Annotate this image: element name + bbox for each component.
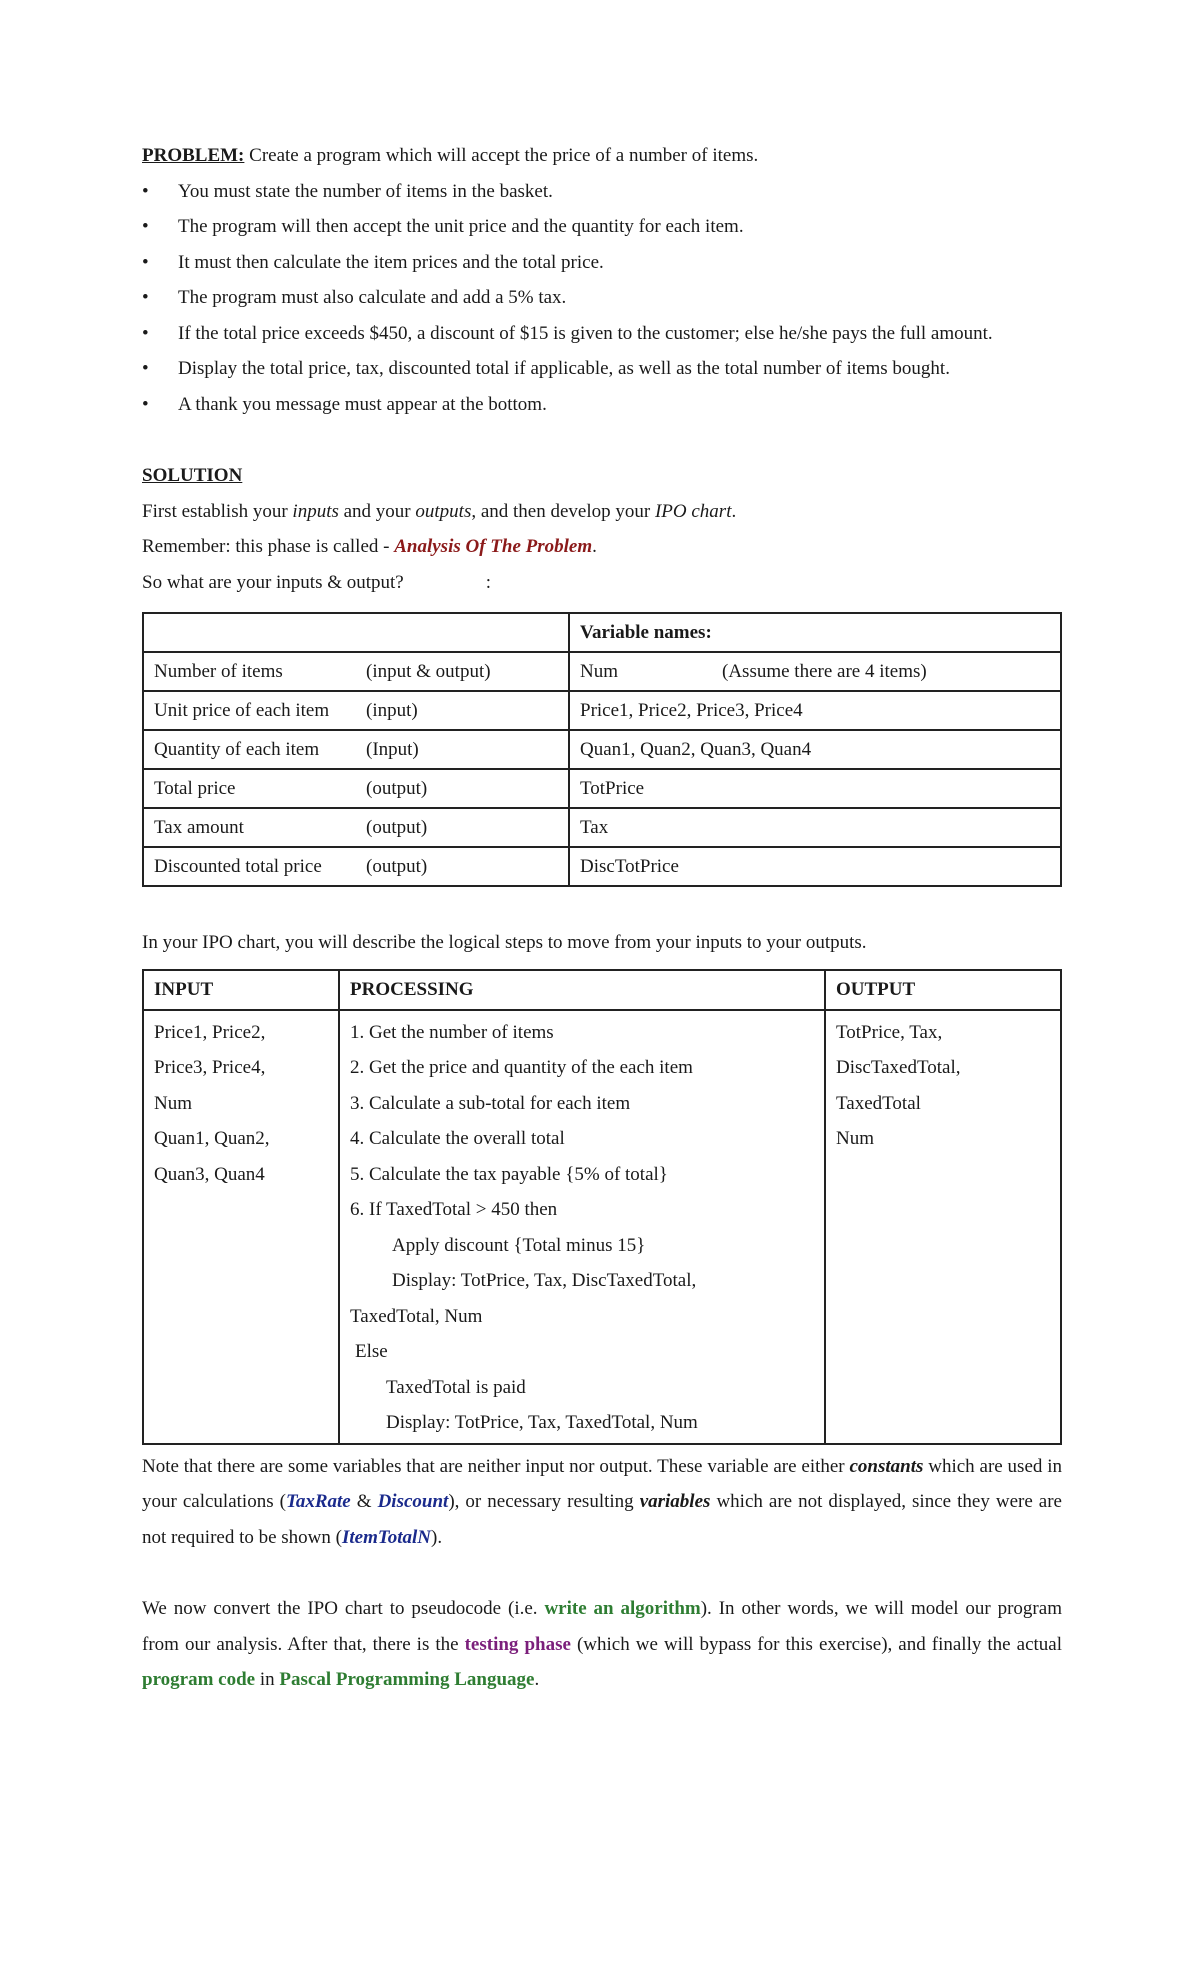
list-item: • Display the total price, tax, discounted total if applicable, as well as the total number of items bought. (142, 351, 1062, 387)
variables-table (142, 612, 1062, 887)
list-item: • You must state the number of items in the basket. (142, 174, 1062, 210)
table-row: Unit price of each item (input) Price1, Price2, Price3, Price4 (143, 691, 1061, 730)
bullet-icon: • (142, 216, 149, 237)
ipo-header-processing: PROCESSING (339, 970, 825, 1010)
ipo-processing-cell: 1. Get the number of items 2. Get the price and quantity of the each item 3. Calculate a sub-total for each item 4. Calculate the overall total 5. Calculate the tax payable {5% of total} 6. If TaxedTotal > 450 then Apply discount {Total minus 15} Display: TotPrice, Tax, DiscTaxedTotal, TaxedTotal, Num Else TaxedTotal is paid Display: TotPrice, Tax, TaxedTotal, Num (339, 1010, 825, 1444)
table-header-row (143, 970, 1061, 1010)
bullet-icon: • (142, 393, 149, 415)
ipo-header-input: INPUT (143, 970, 339, 1010)
note-paragraph: Note that there are some variables that are neither input nor output. These variable are either constants which are used in your calculations (TaxRate & Discount), or necessary resulting variables which are not displayed, since they were are not required to be shown (ItemTotalN). (142, 1455, 1062, 1548)
solution-line-3: So what are your inputs & output? : (142, 571, 492, 593)
analysis-phase-name: Analysis Of The Problem (394, 536, 593, 557)
solution-line-2: Remember: this phase is called - Analysis Of The Problem. (142, 536, 597, 557)
ipo-intro: In your IPO chart, you will describe the logical steps to move from your inputs to your outputs. (142, 932, 867, 953)
list-item: • A thank you message must appear at the bottom. (142, 387, 1062, 423)
list-item: • The program will then accept the unit price and the quantity for each item. (142, 209, 1062, 245)
bullet-icon: • (142, 180, 149, 202)
bullet-icon: • (142, 251, 149, 273)
list-item: • If the total price exceeds $450, a discount of $15 is given to the customer; else he/she pays the full amount. (142, 316, 1062, 352)
bullet-icon: • (142, 322, 149, 344)
list-item: • The program must also calculate and add a 5% tax. (142, 280, 1062, 316)
table-row: Tax amount (output) Tax (143, 808, 1061, 847)
problem-bullet-list (142, 174, 1062, 423)
table-row: Total price (output) TotPrice (143, 769, 1061, 808)
table-header-row (143, 613, 1061, 652)
problem-statement (142, 138, 1062, 174)
ipo-chart-table (142, 969, 1062, 1445)
solution-line-1: First establish your inputs and your outputs, and then develop your IPO chart. (142, 500, 737, 522)
problem-text: Create a program which will accept the price of a number of items. (244, 145, 759, 166)
ipo-output-cell: TotPrice, Tax, DiscTaxedTotal, TaxedTotal Num (825, 1010, 1061, 1444)
problem-label: PROBLEM: (142, 145, 245, 166)
table-row (143, 1010, 1061, 1444)
ipo-header-output: OUTPUT (825, 970, 1061, 1010)
convert-paragraph: We now convert the IPO chart to pseudocode (i.e. write an algorithm). In other words, we will model our program from our analysis. After that, there is the testing phase (which we will bypass for this exercise), and finally the actual program code in Pascal Programming Language. (142, 1598, 1062, 1690)
bullet-icon: • (142, 358, 149, 379)
table-row: Number of items (input & output) Num (Assume there are 4 items) (143, 652, 1061, 691)
table-header-variable-names: Variable names: (569, 613, 1061, 652)
table-row: Quantity of each item (Input) Quan1, Quan2, Quan3, Quan4 (143, 730, 1061, 769)
bullet-icon: • (142, 287, 149, 308)
solution-heading: SOLUTION (142, 465, 243, 486)
ipo-input-cell: Price1, Price2, Price3, Price4, Num Quan1, Quan2, Quan3, Quan4 (143, 1010, 339, 1444)
list-item: • It must then calculate the item prices and the total price. (142, 245, 1062, 281)
table-row: Discounted total price (output) DiscTotPrice (143, 847, 1061, 886)
document-page (142, 138, 1062, 1698)
table-header-blank (143, 613, 569, 652)
